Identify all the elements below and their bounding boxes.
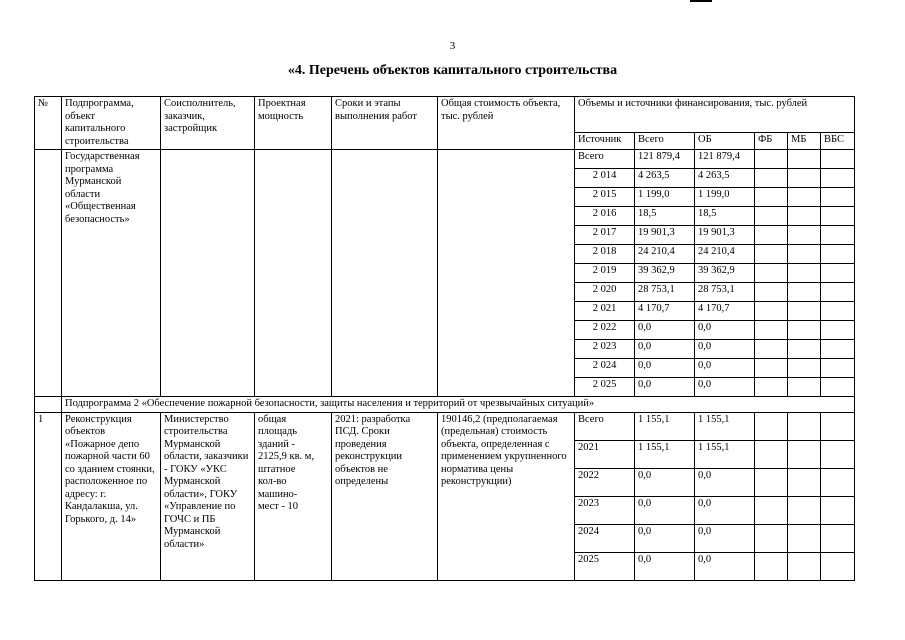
capacity-line: кол-во [258, 476, 287, 487]
header-source: Источник [575, 133, 635, 150]
funding-mb [788, 468, 821, 496]
funding-source: 2022 [575, 468, 635, 496]
funding-fb [755, 188, 788, 207]
funding-vbs [821, 169, 855, 188]
funding-total: 0,0 [635, 340, 695, 359]
state-program-name: Государственная программа Мурманской области «Общественная безопасность» [62, 150, 161, 397]
funding-source: 2 017 [575, 226, 635, 245]
funding-ob: 1 155,1 [695, 412, 755, 440]
object-stages: 2021: разработка ПСД. Сроки проведения реконструкции объектов не определены [332, 412, 438, 580]
funding-total: 0,0 [635, 468, 695, 496]
header-program: Подпрограмма, объект капитального строительства [62, 97, 161, 150]
funding-vbs [821, 552, 855, 580]
funding-fb [755, 321, 788, 340]
funding-source: 2024 [575, 524, 635, 552]
funding-vbs [821, 321, 855, 340]
funding-vbs [821, 207, 855, 226]
funding-mb [788, 283, 821, 302]
funding-mb [788, 321, 821, 340]
funding-vbs [821, 150, 855, 169]
capacity-line: зданий - [258, 438, 295, 450]
funding-ob: 121 879,4 [695, 150, 755, 169]
funding-total: 1 199,0 [635, 188, 695, 207]
funding-source: Всего [575, 150, 635, 169]
funding-fb [755, 207, 788, 226]
state-program-stages [332, 150, 438, 397]
funding-total: 4 263,5 [635, 169, 695, 188]
funding-vbs [821, 412, 855, 440]
funding-vbs [821, 496, 855, 524]
funding-total: 28 753,1 [635, 283, 695, 302]
funding-vbs [821, 264, 855, 283]
funding-mb [788, 188, 821, 207]
capacity-line: площадь [258, 426, 297, 437]
state-program-num [35, 150, 62, 397]
funding-ob: 0,0 [695, 524, 755, 552]
funding-ob: 24 210,4 [695, 245, 755, 264]
funding-fb [755, 169, 788, 188]
funding-total: 1 155,1 [635, 412, 695, 440]
funding-vbs [821, 188, 855, 207]
state-program-executor [161, 150, 255, 397]
corner-mark [690, 0, 712, 2]
funding-fb [755, 524, 788, 552]
header-cost: Общая стоимость объекта, тыс. рублей [438, 97, 575, 150]
funding-source: 2025 [575, 552, 635, 580]
funding-source: 2021 [575, 440, 635, 468]
funding-fb [755, 226, 788, 245]
funding-total: 4 170,7 [635, 302, 695, 321]
object-row [35, 412, 855, 440]
funding-mb [788, 264, 821, 283]
funding-fb [755, 340, 788, 359]
funding-ob: 0,0 [695, 468, 755, 496]
funding-fb [755, 440, 788, 468]
funding-total: 19 901,3 [635, 226, 695, 245]
funding-mb [788, 378, 821, 397]
funding-vbs [821, 468, 855, 496]
funding-vbs [821, 440, 855, 468]
funding-total: 0,0 [635, 496, 695, 524]
funding-ob: 39 362,9 [695, 264, 755, 283]
funding-vbs [821, 359, 855, 378]
funding-mb [788, 412, 821, 440]
object-name: Реконструкция объектов «Пожарное депо пожарной части 60 со зданием стоянки, расположенное по адресу: г. Кандалакша, ул. Горького, д. 14» [62, 412, 161, 580]
funding-mb [788, 496, 821, 524]
funding-fb [755, 468, 788, 496]
funding-total: 24 210,4 [635, 245, 695, 264]
header-funding: Объемы и источники финансирования, тыс. рублей [575, 97, 855, 133]
state-program-cost [438, 150, 575, 397]
subprogram-num [35, 397, 62, 413]
funding-fb [755, 496, 788, 524]
funding-total: 1 155,1 [635, 440, 695, 468]
header-row-1 [35, 97, 855, 133]
funding-source: 2 016 [575, 207, 635, 226]
funding-source: 2 022 [575, 321, 635, 340]
funding-fb [755, 302, 788, 321]
funding-source: 2 018 [575, 245, 635, 264]
funding-source: 2 023 [575, 340, 635, 359]
funding-ob: 0,0 [695, 359, 755, 378]
funding-total: 0,0 [635, 359, 695, 378]
funding-fb [755, 264, 788, 283]
page-number: 3 [449, 40, 456, 52]
funding-mb [788, 150, 821, 169]
funding-source: 2 020 [575, 283, 635, 302]
object-executor: Министерство строительства Мурманской области, заказчики - ГОКУ «УКС Мурманской области», ГОКУ «Управление по ГОЧС и ПБ Мурманской области» [161, 412, 255, 580]
header-capacity: Проектная мощность [255, 97, 332, 150]
funding-source: 2 019 [575, 264, 635, 283]
funding-ob: 1 155,1 [695, 440, 755, 468]
funding-source: 2 014 [575, 169, 635, 188]
funding-mb [788, 302, 821, 321]
capacity-line: общая [258, 413, 287, 425]
funding-ob: 0,0 [695, 378, 755, 397]
funding-fb [755, 283, 788, 302]
funding-vbs [821, 302, 855, 321]
funding-fb [755, 552, 788, 580]
funding-vbs [821, 378, 855, 397]
funding-fb [755, 378, 788, 397]
header-stages: Сроки и этапы выполнения работ [332, 97, 438, 150]
funding-mb [788, 245, 821, 264]
header-vbs: ВБС [821, 133, 855, 150]
funding-ob: 0,0 [695, 340, 755, 359]
funding-mb [788, 207, 821, 226]
funding-mb [788, 552, 821, 580]
funding-source: 2 025 [575, 378, 635, 397]
header-fb: ФБ [755, 133, 788, 150]
object-cost: 190146,2 (предполагаемая (предельная) стоимость объекта, определенная с применением укрупненного норматива цены реконструкции) [438, 412, 575, 580]
capacity-line: штатное [258, 463, 296, 475]
funding-ob: 0,0 [695, 496, 755, 524]
header-mb: МБ [788, 133, 821, 150]
funding-vbs [821, 245, 855, 264]
state-program-row [35, 150, 855, 169]
header-executor: Соисполнитель, заказчик, застройщик [161, 97, 255, 150]
funding-mb [788, 524, 821, 552]
subprogram-title: Подпрограмма 2 «Обеспечение пожарной безопасности, защиты населения и территорий от чрезвычайных ситуаций» [62, 397, 855, 413]
funding-source: 2 024 [575, 359, 635, 378]
funding-mb [788, 359, 821, 378]
header-num: № [35, 97, 62, 150]
funding-ob: 4 170,7 [695, 302, 755, 321]
capacity-line: мест - 10 [258, 501, 299, 512]
funding-vbs [821, 340, 855, 359]
funding-ob: 28 753,1 [695, 283, 755, 302]
capacity-line: 2125,9 кв. м, [258, 451, 315, 462]
capital-construction-table [34, 96, 855, 581]
object-capacity [255, 412, 332, 580]
state-program-capacity [255, 150, 332, 397]
funding-vbs [821, 226, 855, 245]
funding-total: 18,5 [635, 207, 695, 226]
funding-vbs [821, 283, 855, 302]
funding-source: 2 021 [575, 302, 635, 321]
funding-vbs [821, 524, 855, 552]
funding-mb [788, 226, 821, 245]
page-title: «4. Перечень объектов капитального строительства [287, 63, 618, 78]
funding-fb [755, 150, 788, 169]
capacity-line: машино- [258, 488, 298, 500]
object-num: 1 [35, 412, 62, 580]
funding-total: 0,0 [635, 524, 695, 552]
header-total: Всего [635, 133, 695, 150]
funding-source: Всего [575, 412, 635, 440]
funding-total: 121 879,4 [635, 150, 695, 169]
subprogram-row [35, 397, 855, 413]
funding-ob: 4 263,5 [695, 169, 755, 188]
funding-ob: 19 901,3 [695, 226, 755, 245]
funding-mb [788, 440, 821, 468]
funding-total: 0,0 [635, 378, 695, 397]
funding-mb [788, 169, 821, 188]
funding-fb [755, 359, 788, 378]
funding-ob: 1 199,0 [695, 188, 755, 207]
funding-ob: 0,0 [695, 552, 755, 580]
funding-ob: 0,0 [695, 321, 755, 340]
header-ob: ОБ [695, 133, 755, 150]
funding-mb [788, 340, 821, 359]
funding-fb [755, 412, 788, 440]
funding-fb [755, 245, 788, 264]
funding-source: 2 015 [575, 188, 635, 207]
funding-total: 39 362,9 [635, 264, 695, 283]
funding-source: 2023 [575, 496, 635, 524]
funding-total: 0,0 [635, 321, 695, 340]
funding-total: 0,0 [635, 552, 695, 580]
funding-ob: 18,5 [695, 207, 755, 226]
